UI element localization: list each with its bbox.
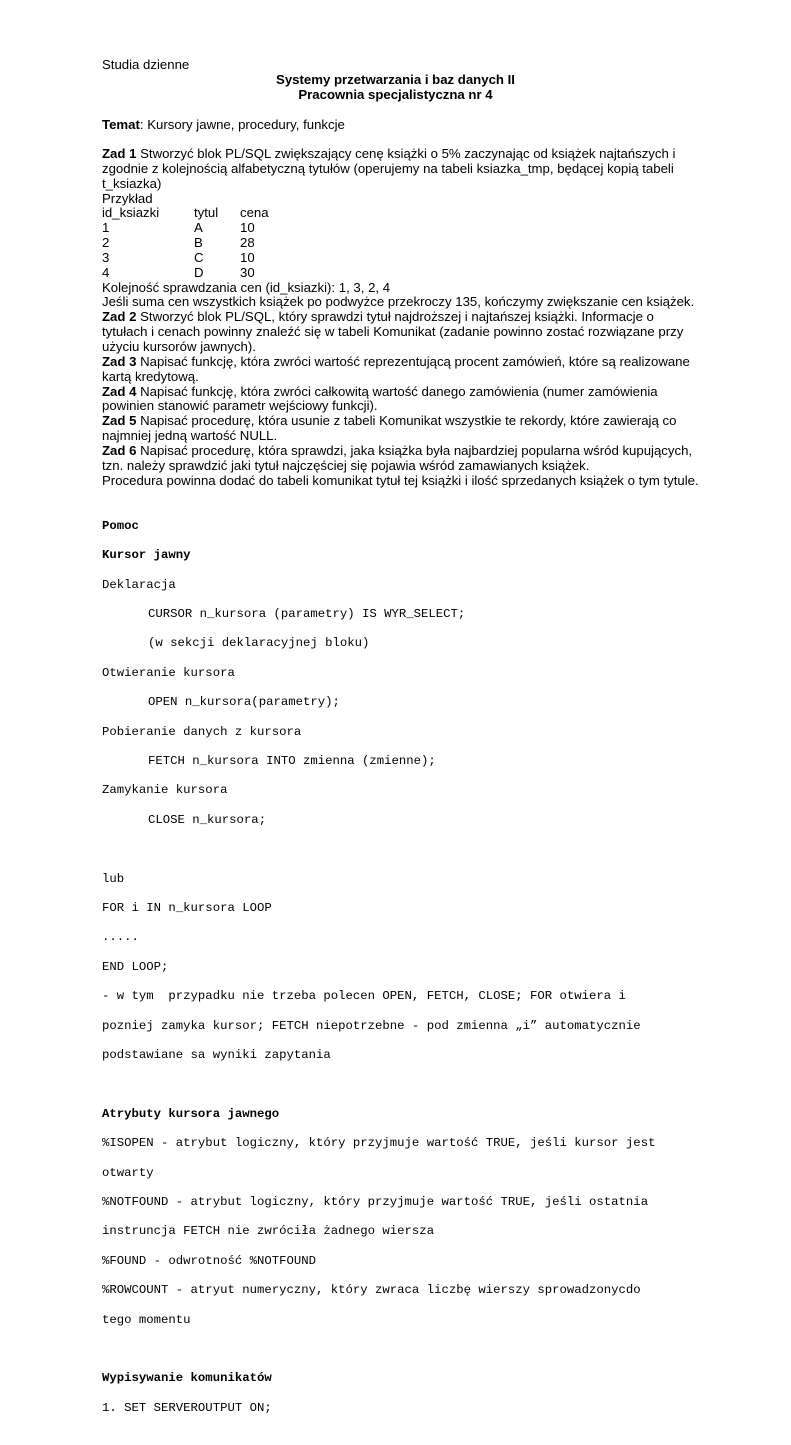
attribute-line: %FOUND - odwrotność %NOTFOUND bbox=[102, 1253, 317, 1268]
attribute-line: instruncja FETCH nie zwróciła żadnego wiersza bbox=[102, 1224, 435, 1239]
loop-note-line: podstawiane sa wyniki zapytania bbox=[102, 1048, 331, 1063]
task-3-line bbox=[102, 355, 702, 370]
table-cell: 10 bbox=[240, 220, 255, 236]
loop-line: FOR i IN n_kursora LOOP bbox=[102, 900, 272, 915]
task-6-text-line: tzn. należy sprawdzić jaki tytuł najczęściej się pojawia wśród zamawianych książek. bbox=[102, 457, 590, 473]
tasks-section bbox=[102, 147, 702, 488]
topic-line bbox=[102, 118, 345, 133]
fetch-label: Pobieranie danych z kursora bbox=[102, 724, 302, 739]
table-cell: A bbox=[194, 220, 203, 236]
task-6-line bbox=[102, 444, 702, 459]
example-table bbox=[102, 206, 702, 280]
task-2-line bbox=[102, 310, 702, 325]
task-6-text: Napisać procedurę, która sprawdzi, jaka książka była najbardziej popularna wśród kupujących, bbox=[136, 442, 693, 458]
example-label: Przykład bbox=[102, 190, 153, 206]
table-cell: 28 bbox=[240, 235, 255, 251]
loop-note-line: - w tym przypadku nie trzeba polecen OPEN, FETCH, CLOSE; FOR otwiera i bbox=[102, 989, 626, 1004]
table-row bbox=[102, 221, 702, 236]
example-table-header bbox=[102, 206, 702, 221]
lab-title: Pracownia specjalistyczna nr 4 bbox=[298, 87, 493, 102]
task-2-text: Stworzyć blok PL/SQL, który sprawdzi tytuł najdroższej i najtańszej książki. Informacje o bbox=[136, 309, 654, 325]
check-order-text: Kolejność sprawdzania cen (id_ksiazki): 1, 3, 2, 4 bbox=[102, 279, 391, 295]
attribute-line: tego momentu bbox=[102, 1312, 191, 1327]
task-3-label: Zad 3 bbox=[102, 353, 137, 369]
table-cell: D bbox=[194, 264, 204, 280]
task-4-label: Zad 4 bbox=[102, 383, 137, 399]
task-4-text-line: powinien stanowić parametr wejściowy funkcji). bbox=[102, 398, 378, 414]
study-mode-label: Studia dzienne bbox=[102, 57, 190, 72]
or-label: lub bbox=[102, 871, 125, 886]
messages-line: 1. SET SERVEROUTPUT ON; bbox=[102, 1400, 272, 1415]
task-4-line bbox=[102, 385, 702, 400]
task-5-label: Zad 5 bbox=[102, 413, 137, 429]
course-title: Systemy przetwarzania i baz danych II bbox=[276, 72, 515, 87]
task-6-text-line: Procedura powinna dodać do tabeli komunikat tytuł tej książki i ilość sprzedanych książek o tym tytule. bbox=[102, 472, 699, 488]
task-3-text-line: kartą kredytową. bbox=[102, 368, 199, 384]
help-section bbox=[102, 504, 655, 1445]
table-row bbox=[102, 251, 702, 266]
table-cell: B bbox=[194, 235, 203, 251]
declaration-note: (w sekcji deklaracyjnej bloku) bbox=[148, 636, 370, 651]
task-1-line bbox=[102, 147, 702, 162]
task-4-text: Napisać funkcję, która zwróci całkowitą wartość danego zamówienia (numer zamówienia bbox=[136, 383, 658, 399]
task-1-text-line: zgodnie z kolejnością alfabetyczną tytułów (operujemy na tabeli ksiazka_tmp, będącej kopią tabeli bbox=[102, 160, 674, 176]
declaration-code: CURSOR n_kursora (parametry) IS WYR_SELECT; bbox=[148, 606, 466, 621]
task-2-text-line: tytułach i cenach powinny znaleźć się w tabeli Komunikat (zadanie powinno zostać rozwiązane przy bbox=[102, 324, 684, 340]
messages-heading: Wypisywanie komunikatów bbox=[102, 1371, 272, 1386]
loop-note-line: pozniej zamyka kursor; FETCH niepotrzebne - pod zmienna „i” automatycznie bbox=[102, 1018, 641, 1033]
close-label: Zamykanie kursora bbox=[102, 783, 228, 798]
table-row bbox=[102, 266, 702, 281]
task-5-line bbox=[102, 414, 702, 429]
topic-text: : Kursory jawne, procedury, funkcje bbox=[139, 117, 345, 132]
table-header-cell: id_ksiazki bbox=[102, 205, 160, 221]
attribute-line: %NOTFOUND - atrybut logiczny, który przyjmuje wartość TRUE, jeśli ostatnia bbox=[102, 1195, 649, 1210]
task-3-text: Napisać funkcję, która zwróci wartość reprezentującą procent zamówień, które są realizowane bbox=[136, 353, 690, 369]
task-5-text-line: najmniej jedną wartość NULL. bbox=[102, 428, 278, 444]
open-code: OPEN n_kursora(parametry); bbox=[148, 695, 340, 710]
fetch-code: FETCH n_kursora INTO zmienna (zmienne); bbox=[148, 753, 436, 768]
table-cell: 2 bbox=[102, 235, 110, 251]
help-heading: Pomoc bbox=[102, 518, 139, 533]
table-cell: 1 bbox=[102, 220, 110, 236]
task-2-text-line: użyciu kursorów jawnych). bbox=[102, 338, 256, 354]
close-code: CLOSE n_kursora; bbox=[148, 812, 267, 827]
table-header-cell: cena bbox=[240, 205, 269, 221]
task-6-label: Zad 6 bbox=[102, 442, 137, 458]
cursor-heading: Kursor jawny bbox=[102, 548, 191, 563]
loop-line: ..... bbox=[102, 930, 139, 945]
table-header-cell: tytul bbox=[194, 205, 219, 221]
task-1-label: Zad 1 bbox=[102, 146, 137, 161]
open-label: Otwieranie kursora bbox=[102, 665, 235, 680]
table-row bbox=[102, 236, 702, 251]
task-1-text-line: t_ksiazka) bbox=[102, 175, 162, 191]
task-5-text: Napisać procedurę, która usunie z tabeli Komunikat wszystkie te rekordy, które zawierają co bbox=[136, 413, 677, 429]
table-cell: 3 bbox=[102, 249, 110, 265]
stop-condition-text: Jeśli suma cen wszystkich książek po podwyżce przekroczy 135, kończymy zwiększanie cen książek. bbox=[102, 294, 695, 310]
declaration-label: Deklaracja bbox=[102, 577, 176, 592]
table-cell: 10 bbox=[240, 249, 255, 265]
task-2-label: Zad 2 bbox=[102, 309, 137, 325]
table-cell: 4 bbox=[102, 264, 110, 280]
topic-label: Temat bbox=[102, 117, 140, 132]
loop-line: END LOOP; bbox=[102, 959, 169, 974]
attributes-heading: Atrybuty kursora jawnego bbox=[102, 1106, 280, 1121]
task-1-text: Stworzyć blok PL/SQL zwiększający cenę książki o 5% zaczynając od książek najtańszych i bbox=[136, 146, 676, 161]
attribute-line: otwarty bbox=[102, 1165, 154, 1180]
table-cell: 30 bbox=[240, 264, 255, 280]
table-cell: C bbox=[194, 249, 204, 265]
attribute-line: %ROWCOUNT - atryut numeryczny, który zwraca liczbę wierszy sprowadzonycdo bbox=[102, 1283, 641, 1298]
attribute-line: %ISOPEN - atrybut logiczny, który przyjmuje wartość TRUE, jeśli kursor jest bbox=[102, 1136, 656, 1151]
